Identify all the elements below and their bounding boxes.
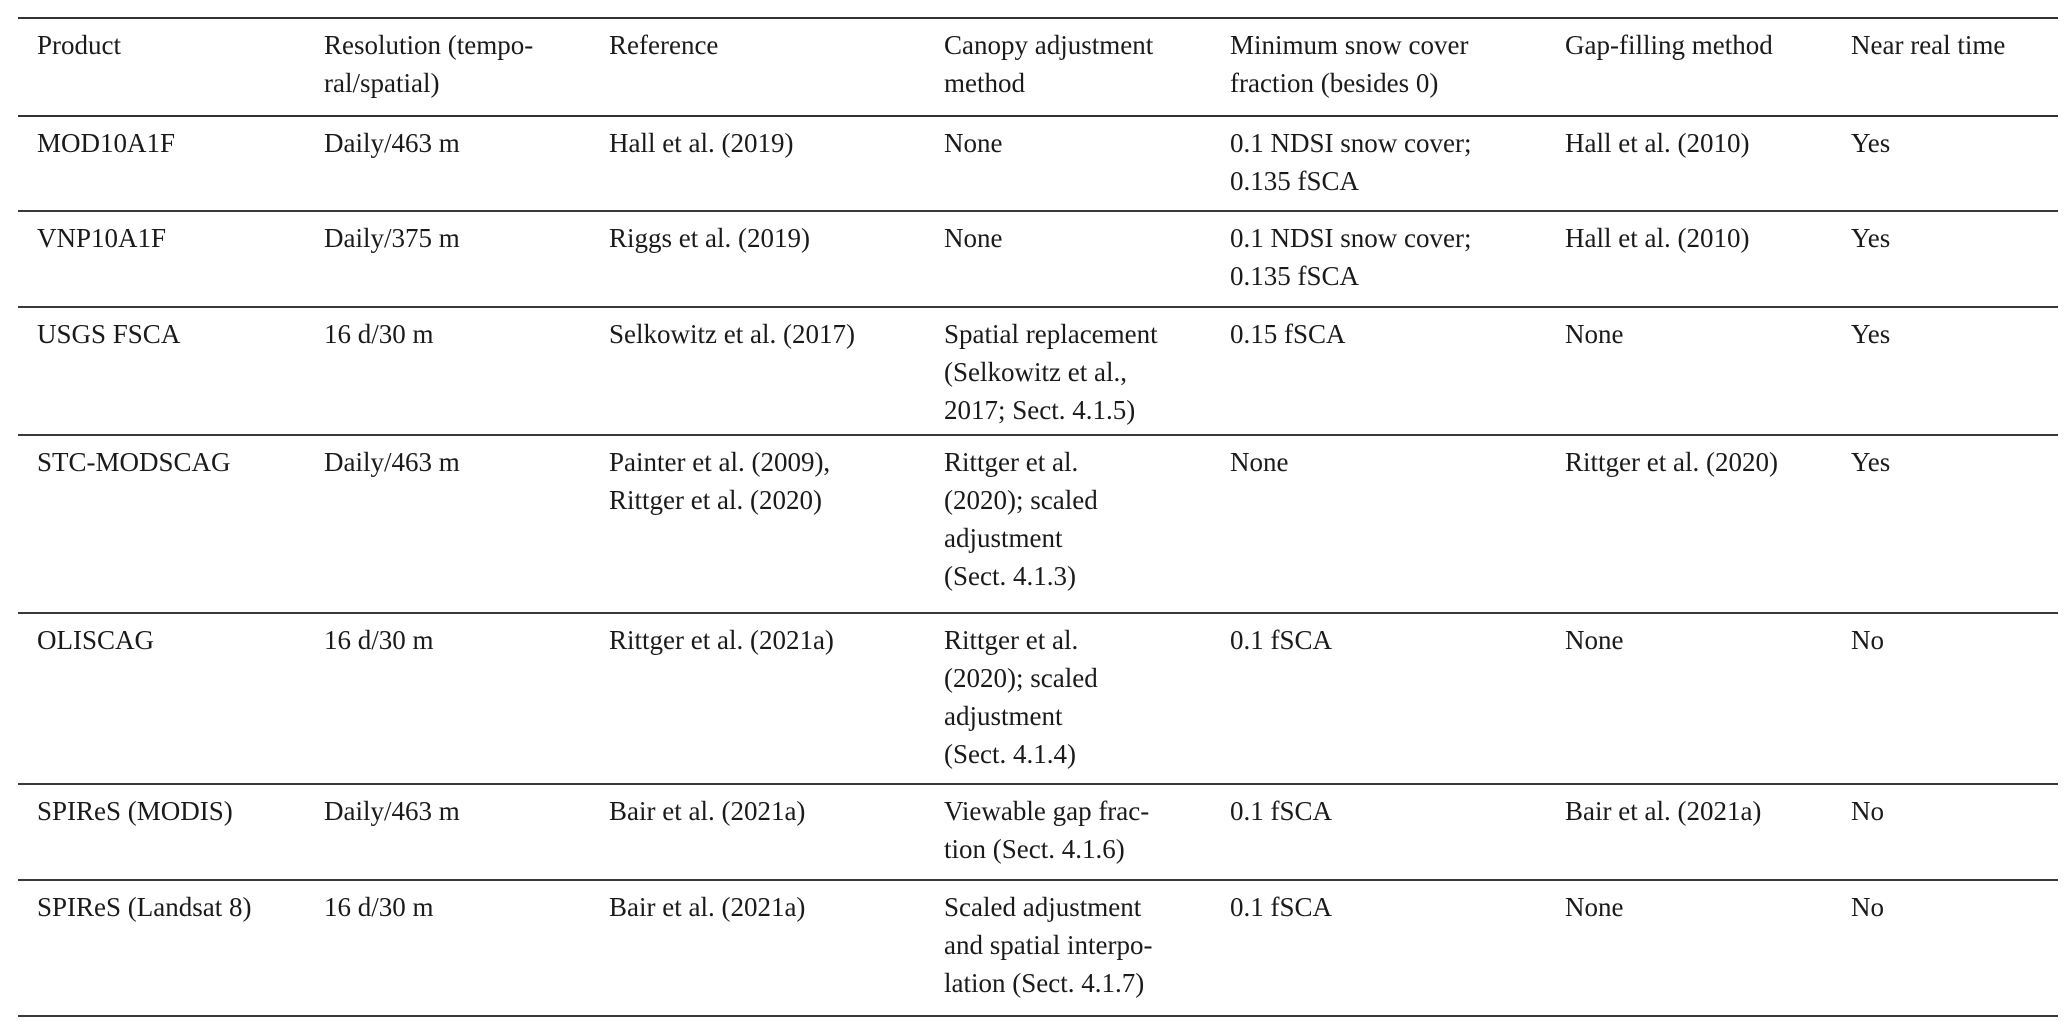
cell-product: SPIReS (Landsat 8): [37, 892, 252, 922]
cell-reference: Rittger et al. (2021a): [609, 625, 834, 655]
cell-resolution: 16 d/30 m: [324, 892, 434, 922]
cell-min-snow-fraction: 0.1 fSCA: [1230, 625, 1333, 655]
header-gap-filling: Gap-filling method: [1565, 30, 1773, 60]
cell-gap-filling: Hall et al. (2010): [1565, 223, 1750, 253]
cell-reference: Riggs et al. (2019): [609, 223, 810, 253]
cell-gap-filling: Hall et al. (2010): [1565, 128, 1750, 158]
cell-reference: Bair et al. (2021a): [609, 892, 806, 922]
cell-min-snow-fraction: 0.1 NDSI snow cover; 0.135 fSCA: [1230, 223, 1472, 291]
cell-canopy-adjustment: None: [944, 128, 1003, 158]
cell-gap-filling: None: [1565, 319, 1624, 349]
cell-resolution: Daily/463 m: [324, 796, 460, 826]
cell-resolution: 16 d/30 m: [324, 625, 434, 655]
cell-resolution: 16 d/30 m: [324, 319, 434, 349]
cell-product: SPIReS (MODIS): [37, 796, 233, 826]
cell-canopy-adjustment: Scaled adjustment and spatial interpo- lation (Sect. 4.1.7): [944, 892, 1153, 998]
cell-canopy-adjustment: Spatial replacement (Selkowitz et al., 2017; Sect. 4.1.5): [944, 319, 1158, 425]
header-resolution: Resolution (tempo- ral/spatial): [324, 30, 534, 98]
cell-canopy-adjustment: None: [944, 223, 1003, 253]
cell-reference: Hall et al. (2019): [609, 128, 794, 158]
cell-min-snow-fraction: None: [1230, 447, 1289, 477]
cell-reference: Painter et al. (2009), Rittger et al. (2020): [609, 447, 831, 515]
cell-min-snow-fraction: 0.1 NDSI snow cover; 0.135 fSCA: [1230, 128, 1472, 196]
cell-product: MOD10A1F: [37, 128, 176, 158]
header-row: [18, 18, 2058, 116]
table-row: [18, 435, 2058, 613]
table-row: [18, 613, 2058, 784]
cell-near-real-time: No: [1851, 796, 1884, 826]
table-row: [18, 307, 2058, 435]
header-min-snow-fraction: Minimum snow cover fraction (besides 0): [1230, 30, 1469, 98]
cell-canopy-adjustment: Rittger et al. (2020); scaled adjustment (Sect. 4.1.3): [944, 447, 1098, 591]
header-reference: Reference: [609, 30, 719, 60]
cell-near-real-time: Yes: [1851, 223, 1891, 253]
header-near-real-time: Near real time: [1851, 30, 2006, 60]
cell-resolution: Daily/375 m: [324, 223, 460, 253]
cell-resolution: Daily/463 m: [324, 128, 460, 158]
cell-resolution: Daily/463 m: [324, 447, 460, 477]
cell-product: STC-MODSCAG: [37, 447, 231, 477]
cell-reference: Selkowitz et al. (2017): [609, 319, 855, 349]
cell-near-real-time: Yes: [1851, 319, 1891, 349]
cell-gap-filling: Bair et al. (2021a): [1565, 796, 1762, 826]
header-canopy-adjustment: Canopy adjustment method: [944, 30, 1154, 98]
cell-product: USGS FSCA: [37, 319, 181, 349]
table-row: [18, 116, 2058, 211]
cell-near-real-time: Yes: [1851, 128, 1891, 158]
cell-gap-filling: None: [1565, 892, 1624, 922]
header-product: Product: [37, 30, 121, 60]
products-table: [18, 17, 2058, 1017]
cell-near-real-time: Yes: [1851, 447, 1891, 477]
table-row: [18, 211, 2058, 307]
cell-reference: Bair et al. (2021a): [609, 796, 806, 826]
cell-canopy-adjustment: Viewable gap frac- tion (Sect. 4.1.6): [944, 796, 1150, 864]
cell-near-real-time: No: [1851, 625, 1884, 655]
cell-min-snow-fraction: 0.15 fSCA: [1230, 319, 1346, 349]
cell-min-snow-fraction: 0.1 fSCA: [1230, 892, 1333, 922]
cell-gap-filling: None: [1565, 625, 1624, 655]
table-row: [18, 880, 2058, 1016]
cell-near-real-time: No: [1851, 892, 1884, 922]
cell-product: OLISCAG: [37, 625, 155, 655]
cell-gap-filling: Rittger et al. (2020): [1565, 447, 1778, 477]
table-row: [18, 784, 2058, 880]
cell-canopy-adjustment: Rittger et al. (2020); scaled adjustment (Sect. 4.1.4): [944, 625, 1098, 769]
cell-min-snow-fraction: 0.1 fSCA: [1230, 796, 1333, 826]
cell-product: VNP10A1F: [37, 223, 167, 253]
